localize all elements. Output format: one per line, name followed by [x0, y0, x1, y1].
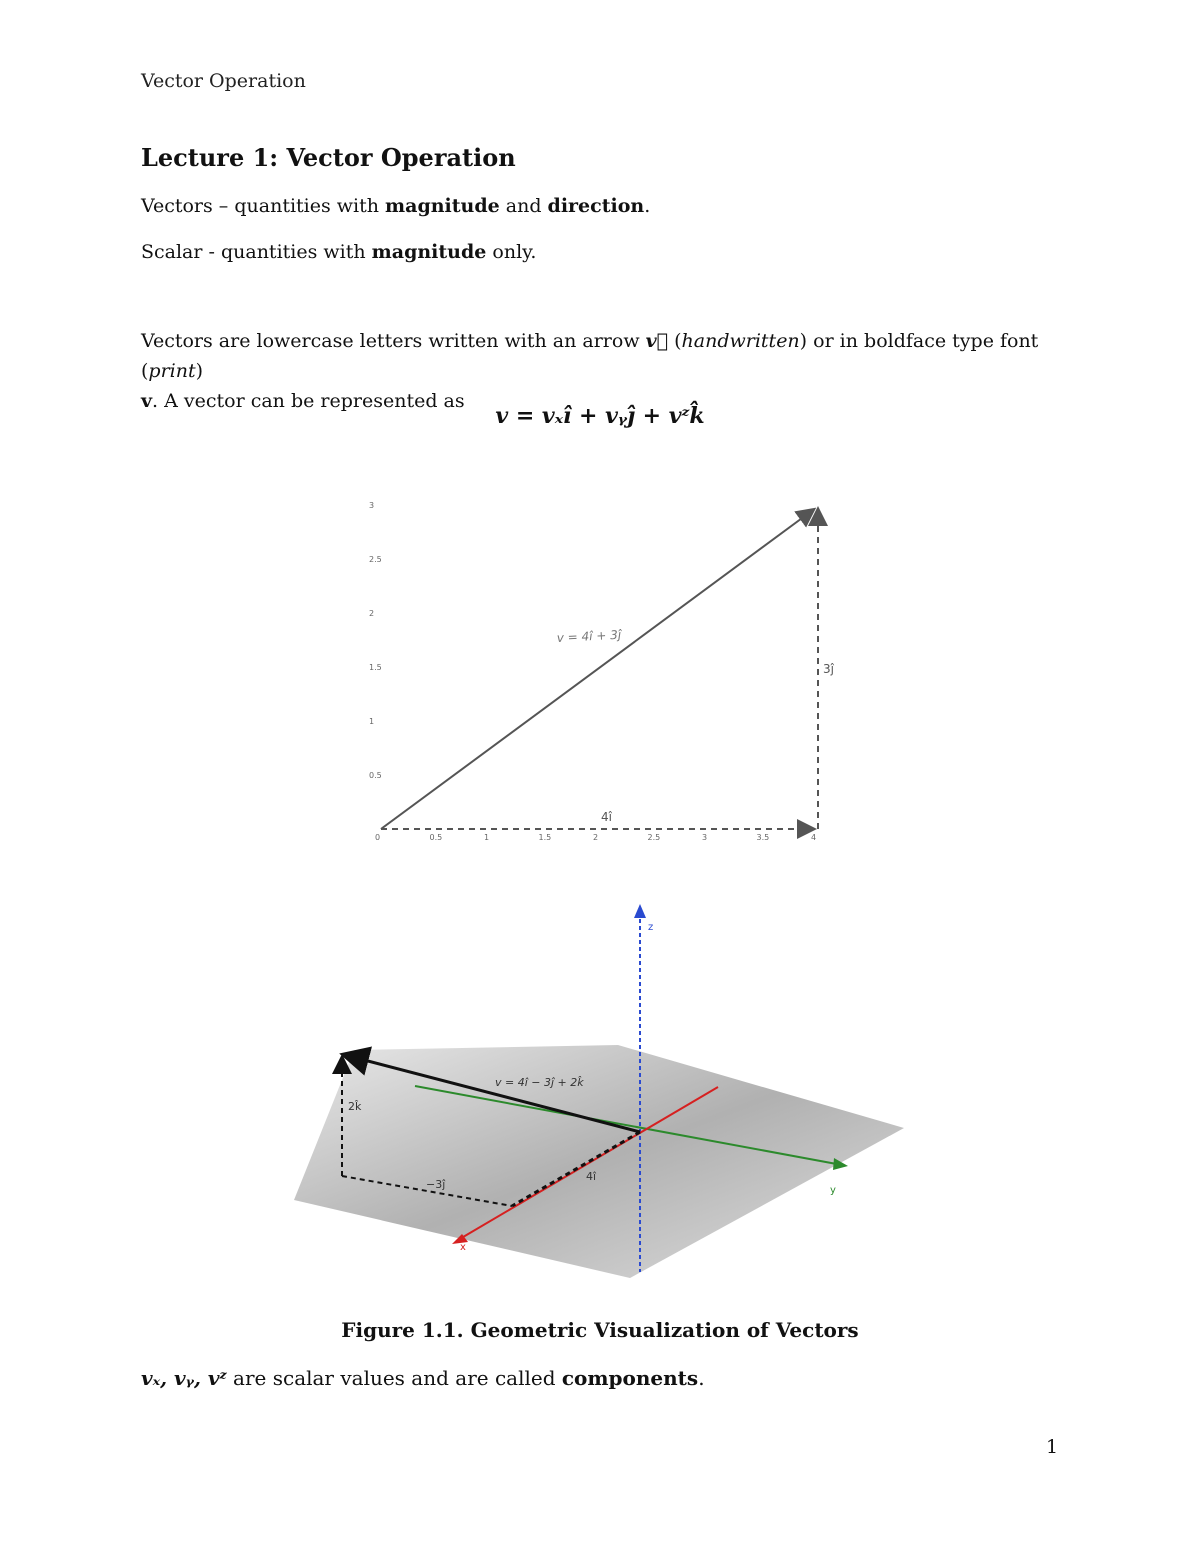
z-component-label: 2k̂	[348, 1100, 362, 1113]
x-component-label: 4î	[601, 810, 612, 824]
x-tick-label: 2	[593, 833, 599, 842]
x-tick-label: 0	[375, 833, 381, 842]
vector-3d-plot	[290, 900, 910, 1285]
definition-vectors: Vectors – quantities with magnitude and direction.	[141, 195, 651, 217]
x-tick-label: 0.5	[429, 833, 443, 842]
y-component-label: −3ĵ	[426, 1178, 446, 1191]
y-axis-label: y	[830, 1185, 836, 1196]
running-header: Vector Operation	[141, 70, 306, 92]
notation-paragraph: Vectors are lowercase letters written with an arrow v⃗ (handwritten) or in boldface type font (print) v. A vector can be represented as	[141, 330, 1039, 412]
y-component-label: 3ĵ	[823, 662, 834, 676]
xy-plane	[294, 1045, 904, 1278]
x-tick-label: 1.5	[538, 833, 552, 842]
vector-2d-plot	[355, 490, 855, 860]
y-tick-label: 2.5	[369, 555, 382, 564]
arrow-v-symbol: v⃗	[645, 330, 669, 352]
x-tick-label: 3.5	[756, 833, 770, 842]
x-tick-label: 1	[484, 833, 490, 842]
page-number: 1	[1046, 1436, 1059, 1458]
y-tick-label: 1	[369, 717, 375, 726]
vector-label: v = 4î + 3ĵ	[556, 627, 622, 645]
x-axis-label: x	[460, 1242, 466, 1253]
x-component-label: 4î	[586, 1170, 597, 1183]
y-tick-label: 0.5	[369, 771, 382, 780]
vector-arrow	[381, 510, 813, 829]
vector-formula: v = vₓî + vᵧĵ + vᶻk̂	[495, 403, 705, 429]
x-tick-label: 3	[702, 833, 708, 842]
vector-label: v = 4î − 3ĵ + 2k̂	[495, 1076, 584, 1089]
x-tick-label: 4	[811, 833, 817, 842]
x-tick-label: 2.5	[647, 833, 661, 842]
z-axis-label: z	[648, 922, 654, 933]
y-tick-label: 1.5	[369, 663, 382, 672]
y-tick-label: 3	[369, 501, 375, 510]
definition-scalar: Scalar - quantities with magnitude only.	[141, 241, 537, 263]
y-tick-label: 2	[369, 609, 375, 618]
lecture-title: Lecture 1: Vector Operation	[141, 143, 516, 172]
components-sentence: vₓ, vᵧ, vᶻ are scalar values and are called components.	[141, 1366, 705, 1390]
figure-caption: Figure 1.1. Geometric Visualization of Vectors	[341, 1318, 859, 1342]
